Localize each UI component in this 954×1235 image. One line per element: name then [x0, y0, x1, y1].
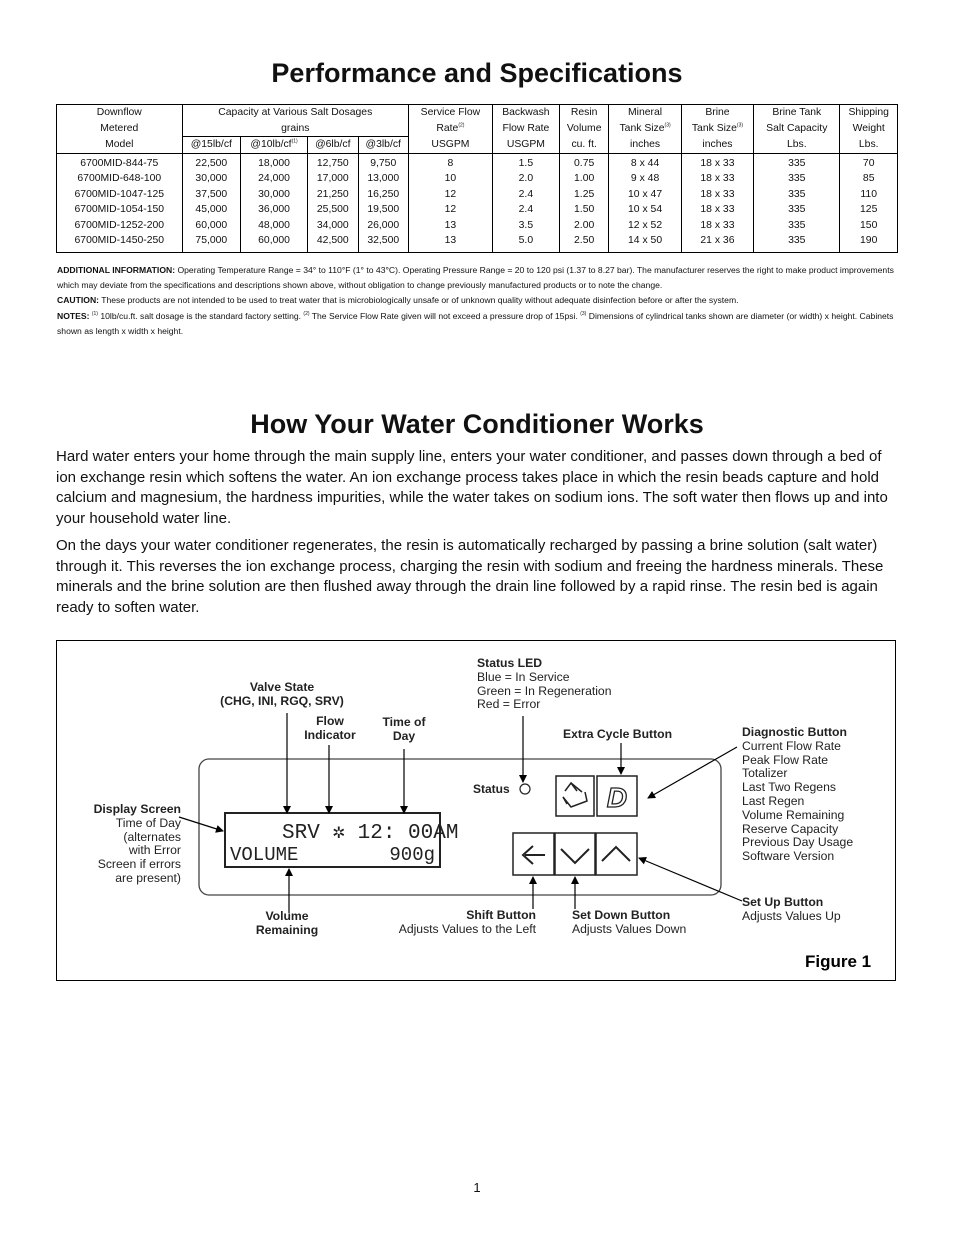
paragraph: On the days your water conditioner regenerates, the resin is automatically recharged by passing a brine solution (salt water) through it. This reverses the ion exchange process, charging the resin with sodium and freeing the hardness minerals. These minerals and the brine solution are then flushed away through the drain line followed by a rapid rinse. The resin bed is again ready to soften water. — [56, 537, 884, 616]
table-cell: 3.5 — [492, 218, 559, 234]
table-cell: 6700MID-1450-250 — [57, 233, 183, 252]
table-cell: 6700MID-1047-125 — [57, 187, 183, 203]
table-cell: 18 x 33 — [681, 153, 753, 171]
table-cell: 10 — [408, 171, 492, 187]
additional-notes: ADDITIONAL INFORMATION: Operating Temperature Range = 34° to 110°F (1° to 43°C). Operating Pressure Range = 20 to 120 psi (1.37 to 8.27 bar). The manufacturer reserves the right to make product improvements which may deviate from the specifications and descriptions shown above, without obligation to change previously manufactured products or to note the change. CAUTION: These products are not intended to be used to treat water that is microbiologically unsafe or of unknown quality without adequate disinfection before or after the system. NOTES: $^{(1)}$ 10lb/cu.ft. salt dosage is the standard factory setting. $^{(2)}$ The Service Flow Rate given will not exceed a pressure drop of 15psi. $^{(3)}$ Dimensions of cylindrical tanks shown are diameter (or width) x height. Cabinets shown as length x width x height. — [57, 265, 894, 336]
table-row — [57, 171, 898, 187]
table-row — [57, 218, 898, 234]
set-up-button[interactable] — [596, 833, 637, 875]
d-letter: D — [606, 782, 628, 813]
table-header: Mineral — [609, 105, 681, 121]
table-header: Metered — [57, 121, 183, 137]
table-header: Resin — [559, 105, 608, 121]
table-cell: 2.0 — [492, 171, 559, 187]
table-cell: 17,000 — [308, 171, 358, 187]
table-cell: 1.50 — [559, 202, 608, 218]
table-header: $@10lb/cf^{(1)}$ — [241, 137, 308, 154]
volume-remaining-callout: Volume Remaining — [255, 909, 319, 937]
table-cell: 14 x 50 — [609, 233, 681, 252]
table-cell: 24,000 — [241, 171, 308, 187]
specifications-table — [56, 104, 898, 253]
table-cell: 1.00 — [559, 171, 608, 187]
valve-state-callout: Valve State (CHG, INI, RGQ, SRV) — [220, 680, 344, 708]
table-header: @15lb/cf — [182, 137, 240, 154]
table-header: Salt Capacity — [754, 121, 840, 137]
status-label: Status — [473, 782, 510, 796]
table-cell: 75,000 — [182, 233, 240, 252]
table-row — [57, 233, 898, 252]
set-up-callout: Set Up Button Adjusts Values Up — [742, 895, 841, 923]
table-cell: 10 x 47 — [609, 187, 681, 203]
table-header: Backwash — [492, 105, 559, 121]
table-header: @6lb/cf — [308, 137, 358, 154]
table-cell: 18 x 33 — [681, 187, 753, 203]
table-cell: 12 x 52 — [609, 218, 681, 234]
table-cell: 2.4 — [492, 187, 559, 203]
table-cell: 6700MID-1054-150 — [57, 202, 183, 218]
figure-caption: Figure 1 — [805, 952, 872, 971]
table-cell: 1.5 — [492, 153, 559, 171]
extra-cycle-callout: Extra Cycle Button — [563, 727, 673, 741]
table-header: Rate$^{(2)}$ — [408, 121, 492, 137]
lcd-line-2-right: 900g — [389, 844, 435, 866]
table-cell: 42,500 — [308, 233, 358, 252]
set-down-button[interactable] — [555, 833, 595, 875]
table-header: Flow Rate — [492, 121, 559, 137]
table-row — [57, 153, 898, 171]
set-down-callout: Set Down Button Adjusts Values Down — [572, 908, 687, 936]
table-header: Tank Size$^{(3)}$ — [681, 121, 753, 137]
table-cell: 30,000 — [241, 187, 308, 203]
extra-cycle-button[interactable] — [556, 776, 594, 816]
table-row — [57, 202, 898, 218]
table-cell: 70 — [840, 153, 898, 171]
table-cell: 335 — [754, 218, 840, 234]
table-header: inches — [609, 137, 681, 154]
table-cell: 13 — [408, 233, 492, 252]
table-cell: 8 — [408, 153, 492, 171]
table-cell: 22,500 — [182, 153, 240, 171]
table-header: Lbs. — [754, 137, 840, 154]
table-header: Service Flow — [408, 105, 492, 121]
table-header: Tank Size$^{(3)}$ — [609, 121, 681, 137]
table-row — [57, 187, 898, 203]
flow-indicator-callout: Flow Indicator — [304, 714, 356, 742]
table-cell: 60,000 — [241, 233, 308, 252]
status-led — [520, 784, 530, 794]
table-cell: 5.0 — [492, 233, 559, 252]
table-header: Shipping — [840, 105, 898, 121]
table-cell: 19,500 — [358, 202, 408, 218]
table-cell: 335 — [754, 187, 840, 203]
section-title: How Your Water Conditioner Works — [250, 409, 704, 439]
time-of-day-callout: Time of Day — [382, 715, 426, 743]
table-cell: 10 x 54 — [609, 202, 681, 218]
table-header: Volume — [559, 121, 608, 137]
table-header: Downflow — [57, 105, 183, 121]
table-cell: 2.50 — [559, 233, 608, 252]
table-cell: 8 x 44 — [609, 153, 681, 171]
table-cell: 21,250 — [308, 187, 358, 203]
table-cell: 45,000 — [182, 202, 240, 218]
shift-button-callout: Shift Button Adjusts Values to the Left — [398, 908, 536, 936]
table-cell: 6700MID-1252-200 — [57, 218, 183, 234]
table-cell: 25,500 — [308, 202, 358, 218]
table-cell: 48,000 — [241, 218, 308, 234]
table-cell: 18 x 33 — [681, 171, 753, 187]
table-cell: 13 — [408, 218, 492, 234]
table-header: cu. ft. — [559, 137, 608, 154]
table-cell: 9,750 — [358, 153, 408, 171]
table-cell: 21 x 36 — [681, 233, 753, 252]
table-cell: 34,000 — [308, 218, 358, 234]
controller-panel — [199, 759, 721, 895]
table-cell: 32,500 — [358, 233, 408, 252]
table-cell: 36,000 — [241, 202, 308, 218]
table-cell: 18,000 — [241, 153, 308, 171]
table-cell: 12,750 — [308, 153, 358, 171]
figure-1 — [56, 640, 896, 981]
table-header: grains — [182, 121, 408, 137]
lcd-line-1: SRV ✲ 12: 00AM — [282, 822, 459, 845]
table-cell: 335 — [754, 233, 840, 252]
table-cell: 150 — [840, 218, 898, 234]
lcd-line-2-left: VOLUME — [230, 844, 299, 866]
page-number: 1 — [473, 1180, 481, 1195]
table-cell: 18 x 33 — [681, 218, 753, 234]
table-cell: 85 — [840, 171, 898, 187]
table-header: USGPM — [408, 137, 492, 154]
table-cell: 16,250 — [358, 187, 408, 203]
table-cell: 2.4 — [492, 202, 559, 218]
table-cell: 125 — [840, 202, 898, 218]
table-cell: 1.25 — [559, 187, 608, 203]
diagnostic-callout: Diagnostic Button Current Flow Rate Peak Flow Rate Totalizer Last Two Regens Last Regen Volume Remaining Reserve Capacity Previous Day Usage Software Version — [742, 725, 854, 864]
table-cell: 26,000 — [358, 218, 408, 234]
table-header: @3lb/cf — [358, 137, 408, 154]
table-cell: 30,000 — [182, 171, 240, 187]
table-cell: 110 — [840, 187, 898, 203]
display-screen-callout: Display Screen Time of Day (alternates with Error Screen if errors are present) — [93, 802, 181, 885]
table-cell: 13,000 — [358, 171, 408, 187]
table-header: Lbs. — [840, 137, 898, 154]
page-title: Performance and Specifications — [271, 58, 683, 88]
table-cell: 0.75 — [559, 153, 608, 171]
table-header: Weight — [840, 121, 898, 137]
status-led-callout: Status LED Blue = In Service Green = In Regeneration Red = Error — [477, 656, 612, 712]
table-cell: 335 — [754, 202, 840, 218]
table-cell: 18 x 33 — [681, 202, 753, 218]
table-header: Capacity at Various Salt Dosages — [182, 105, 408, 121]
table-cell: 6700MID-844-75 — [57, 153, 183, 171]
paragraph: Hard water enters your home through the main supply line, enters your water conditioner, and passes down through a bed of ion exchange resin which softens the water. An ion exchange process takes place in which the resin beads capture and hold calcium and magnesium, the hardness impurities, while the water takes on sodium ions. The soft water then flows up and into your household water line. — [56, 448, 888, 527]
table-cell: 12 — [408, 187, 492, 203]
table-header: Brine Tank — [754, 105, 840, 121]
table-header: USGPM — [492, 137, 559, 154]
table-cell: 9 x 48 — [609, 171, 681, 187]
table-cell: 12 — [408, 202, 492, 218]
table-header: inches — [681, 137, 753, 154]
table-header: Model — [57, 137, 183, 154]
table-cell: 335 — [754, 171, 840, 187]
table-cell: 37,500 — [182, 187, 240, 203]
table-cell: 6700MID-648-100 — [57, 171, 183, 187]
table-cell: 60,000 — [182, 218, 240, 234]
table-cell: 2.00 — [559, 218, 608, 234]
table-cell: 335 — [754, 153, 840, 171]
table-cell: 190 — [840, 233, 898, 252]
table-header: Brine — [681, 105, 753, 121]
